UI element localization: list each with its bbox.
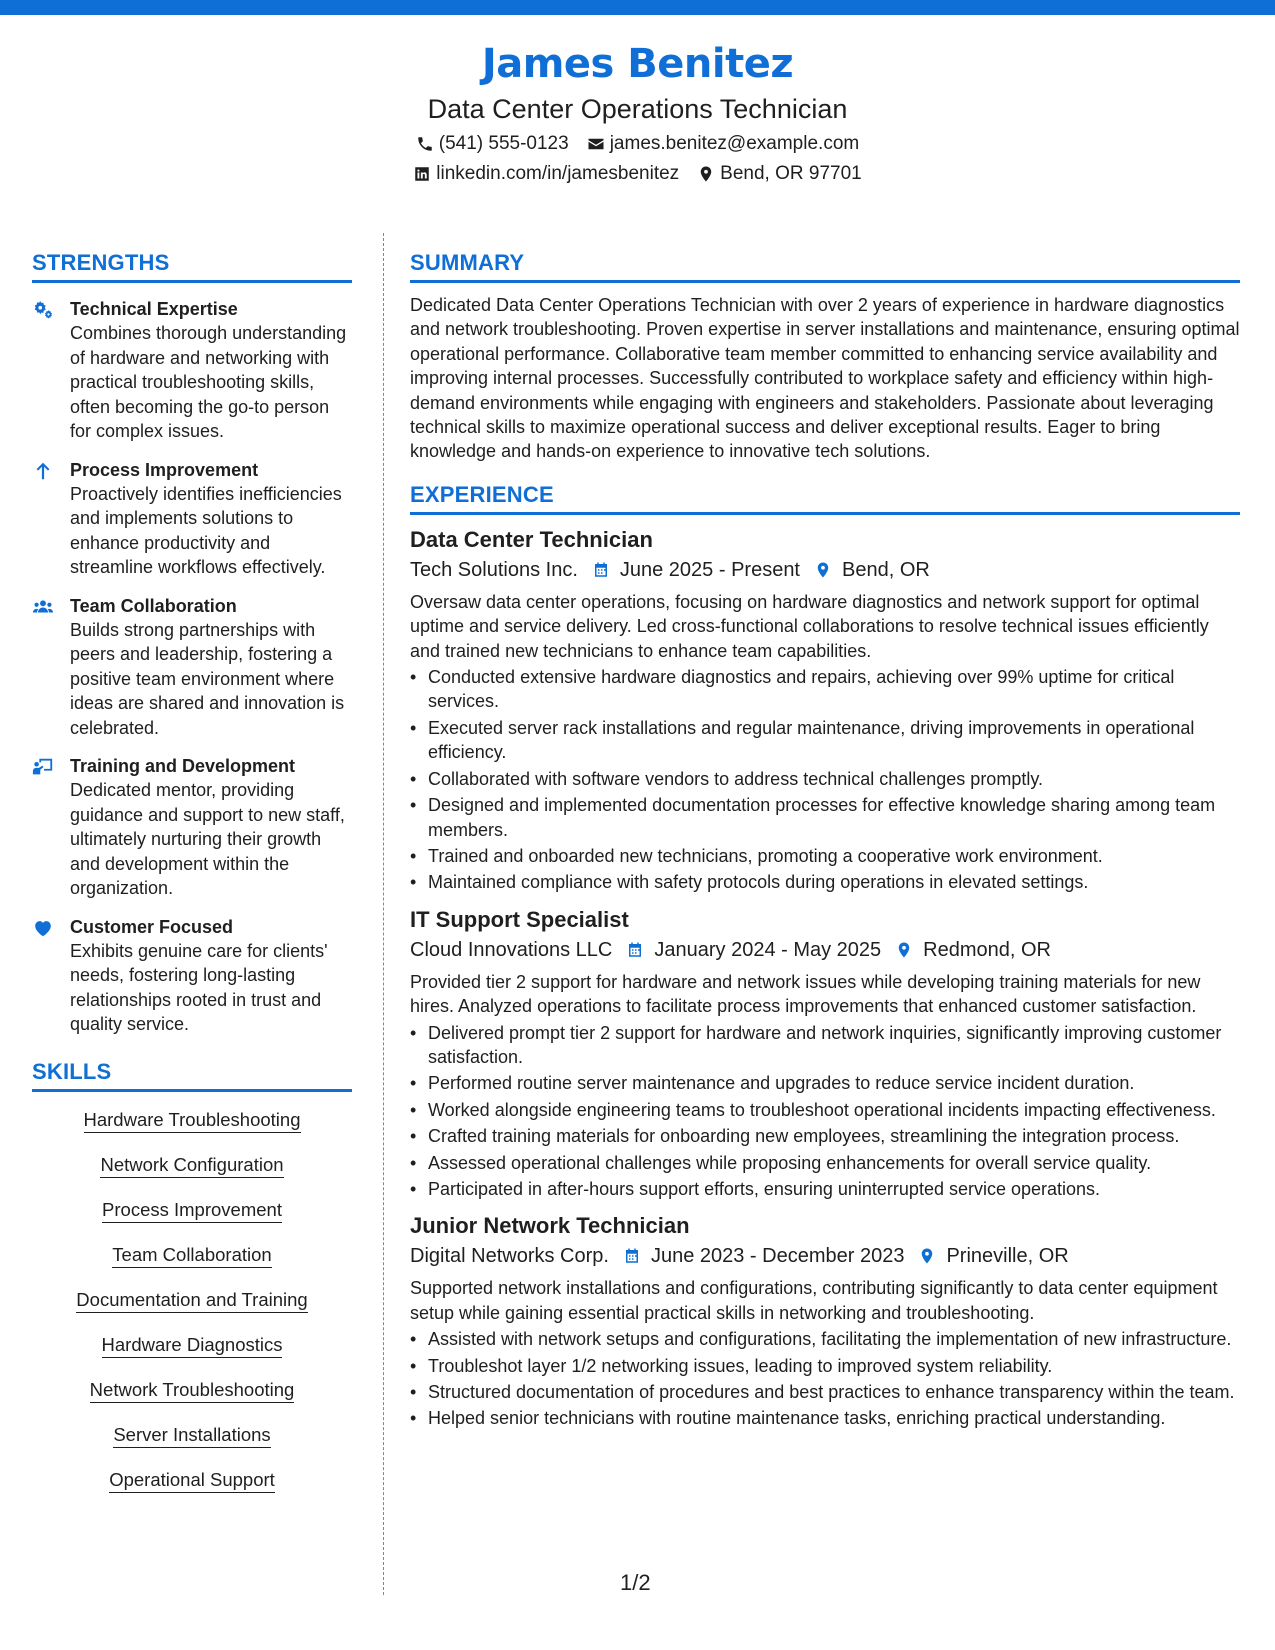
users-icon	[32, 596, 54, 618]
job-title: Data Center Technician	[410, 526, 653, 552]
job-bullet: • Worked alongside engineering teams to troubleshoot operational incidents impacting effectiveness.	[410, 1098, 1240, 1122]
job-bullet: • Troubleshot layer 1/2 networking issues, leading to improved system reliability.	[410, 1354, 1240, 1378]
strength-item	[32, 754, 352, 901]
calendar-icon	[592, 561, 610, 579]
strength-desc: Dedicated mentor, providing guidance and support to new staff, ultimately nurturing their growth and development within the organization.	[70, 780, 345, 898]
job-meta	[410, 1242, 1240, 1270]
job-entry	[410, 905, 1240, 1202]
job-dates: June 2023 - December 2023	[650, 1245, 905, 1268]
summary-heading: SUMMARY	[410, 250, 1240, 283]
strengths-heading: STRENGTHS	[32, 250, 352, 283]
heart-icon	[32, 917, 54, 939]
skill-item: Process Improvement	[102, 1198, 282, 1223]
strength-item	[32, 458, 352, 580]
resume-header	[0, 40, 1275, 186]
job-bullets	[410, 1327, 1240, 1431]
email-text[interactable]: james.benitez@example.com	[609, 133, 860, 154]
page-number: 1/2	[620, 1570, 651, 1595]
job-dates: January 2024 - May 2025	[654, 938, 882, 961]
strength-desc: Proactively identifies inefficiencies and implements solutions to enhance productivity and streamline workflows effectively.	[70, 483, 342, 577]
arrow-up-icon	[32, 460, 54, 482]
location-contact	[697, 162, 862, 186]
job-description: Provided tier 2 support for hardware and network issues while developing training materials for new hires. Analyzed operations to facilitate process improvements that enhanced customer satisfaction.	[410, 971, 1201, 1017]
envelope-icon	[587, 135, 605, 153]
skill-item: Operational Support	[109, 1468, 275, 1493]
skills-heading: SKILLS	[32, 1059, 352, 1092]
job-bullet: • Assessed operational challenges while proposing enhancements for overall service quality.	[410, 1151, 1240, 1175]
linkedin-contact[interactable]	[413, 162, 679, 186]
job-bullet: • Maintained compliance with safety protocols during operations in elevated settings.	[410, 870, 1240, 894]
job-bullet: • Delivered prompt tier 2 support for hardware and network inquiries, significantly improving customer satisfaction.	[410, 1021, 1240, 1070]
skill-item: Team Collaboration	[112, 1243, 271, 1268]
job-bullets	[410, 665, 1240, 895]
job-dates: June 2025 - Present	[619, 558, 800, 581]
left-column	[32, 250, 352, 1509]
strength-desc: Exhibits genuine care for clients' needs, fostering long-lasting relationships rooted in trust and quality service.	[70, 940, 328, 1034]
phone-contact	[416, 132, 569, 156]
job-bullet: • Collaborated with software vendors to address technical challenges promptly.	[410, 767, 1240, 791]
strength-item	[32, 594, 352, 741]
job-bullet: • Conducted extensive hardware diagnostics and repairs, achieving over 99% uptime for critical services.	[410, 665, 1240, 714]
strength-title: Customer Focused	[70, 916, 234, 937]
skill-item: Server Installations	[113, 1423, 270, 1448]
job-title: IT Support Specialist	[410, 906, 629, 932]
contact-row-2	[0, 162, 1275, 186]
job-location: Redmond, OR	[923, 938, 1052, 961]
job-meta	[410, 936, 1240, 964]
job-bullet: • Trained and onboarded new technicians, promoting a cooperative work environment.	[410, 844, 1240, 868]
linkedin-icon	[413, 165, 431, 183]
job-title: Junior Network Technician	[410, 1213, 690, 1239]
skill-item: Documentation and Training	[76, 1288, 307, 1313]
phone-text: (541) 555-0123	[438, 133, 569, 154]
job-bullet: • Participated in after-hours support efforts, ensuring uninterrupted service operations.	[410, 1177, 1240, 1201]
map-pin-icon	[895, 941, 913, 959]
top-accent-bar	[0, 0, 1275, 15]
skill-item: Hardware Troubleshooting	[84, 1108, 301, 1133]
job-bullet: • Executed server rack installations and regular maintenance, driving improvements in operational efficiency.	[410, 716, 1240, 765]
job-bullet: • Crafted training materials for onboarding new employees, streamlining the integration process.	[410, 1124, 1240, 1148]
job-company: Digital Networks Corp.	[410, 1245, 609, 1268]
map-pin-icon	[918, 1247, 936, 1265]
chalkboard-teacher-icon	[32, 756, 54, 778]
map-pin-icon	[697, 165, 715, 183]
job-location: Bend, OR	[842, 558, 930, 581]
phone-icon	[416, 135, 434, 153]
map-pin-icon	[814, 561, 832, 579]
job-bullet: • Structured documentation of procedures and best practices to enhance transparency within the team.	[410, 1380, 1240, 1404]
skill-item: Network Troubleshooting	[90, 1378, 295, 1403]
contact-row-1	[0, 132, 1275, 156]
job-location: Prineville, OR	[946, 1245, 1069, 1268]
job-meta	[410, 556, 1240, 584]
strength-title: Technical Expertise	[70, 299, 238, 319]
skills-list	[32, 1104, 352, 1509]
gears-icon	[32, 299, 54, 321]
job-company: Tech Solutions Inc.	[410, 558, 578, 581]
candidate-title: Data Center Operations Technician	[427, 94, 848, 124]
job-entry	[410, 1211, 1240, 1430]
job-entry	[410, 525, 1240, 895]
strength-desc: Builds strong partnerships with peers and leadership, fostering a positive team environment where ideas are shared and innovation is celebrated.	[70, 619, 345, 738]
location-text: Bend, OR 97701	[720, 163, 862, 184]
experience-heading: EXPERIENCE	[410, 482, 1240, 515]
column-divider	[383, 233, 384, 1595]
strength-title: Team Collaboration	[70, 595, 237, 616]
job-bullet: • Designed and implemented documentation processes for effective knowledge sharing among team members.	[410, 793, 1240, 842]
strength-item	[32, 915, 352, 1037]
linkedin-text[interactable]: linkedin.com/in/jamesbenitez	[436, 163, 680, 184]
calendar-icon	[626, 941, 644, 959]
job-company: Cloud Innovations LLC	[410, 938, 613, 961]
strength-title: Process Improvement	[70, 459, 259, 480]
strength-desc: Combines thorough understanding of hardware and networking with practical troubleshooting skills, often becoming the go-to person for complex issues.	[70, 323, 347, 441]
right-column	[410, 250, 1240, 1433]
calendar-icon	[623, 1247, 641, 1265]
job-description: Supported network installations and configurations, contributing significantly to data center equipment setup while gaining essential practical skills in networking and troubleshooting.	[410, 1278, 1218, 1323]
job-bullet: • Helped senior technicians with routine maintenance tasks, enriching practical understanding.	[410, 1406, 1240, 1430]
strength-title: Training and Development	[70, 756, 296, 776]
candidate-name: James Benitez	[481, 41, 794, 87]
job-bullets	[410, 1021, 1240, 1202]
skill-item: Network Configuration	[100, 1153, 283, 1178]
job-bullet: • Assisted with network setups and configurations, facilitating the implementation of new infrastructure.	[410, 1327, 1240, 1351]
strength-item	[32, 297, 352, 444]
job-description: Oversaw data center operations, focusing on hardware diagnostics and network support for optimal uptime and service delivery. Led cross-functional collaborations to resolve technical issues efficiently and trained new technicians to enhance team capabilities.	[410, 591, 1209, 661]
email-contact[interactable]	[587, 132, 860, 156]
skill-item: Hardware Diagnostics	[102, 1333, 283, 1358]
job-bullet: • Performed routine server maintenance and upgrades to reduce service incident duration.	[410, 1071, 1240, 1095]
summary-text: Dedicated Data Center Operations Technician with over 2 years of experience in hardware diagnostics and network troubleshooting. Proven expertise in server installations and maintenance, ensuring optimal operational performance. Collaborative team member committed to enhancing service availability and improving internal processes. Successfully contributed to workplace safety and efficiency within high-demand environments while engaging with engineers and stakeholders. Passionate about leveraging technical skills to maximize operational success and deliver exceptional results. Eager to bring knowledge and hands-on experience to innovative tech solutions.	[410, 295, 1240, 462]
